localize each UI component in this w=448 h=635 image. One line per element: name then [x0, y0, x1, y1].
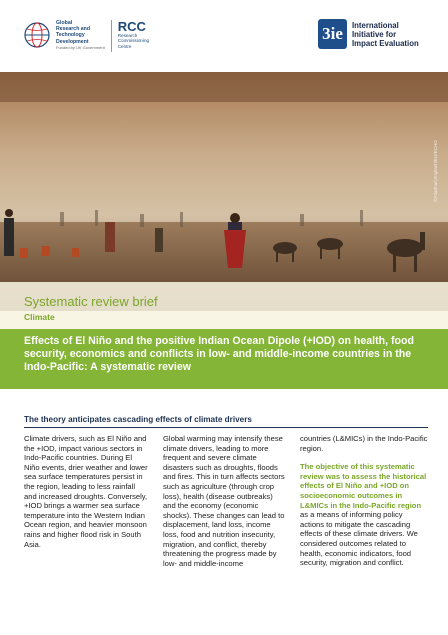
dusty-landscape-image [0, 72, 448, 311]
title-band [0, 329, 448, 389]
brief-band [0, 282, 448, 329]
3ie-logo [318, 19, 419, 49]
objective-rest: as a means of informing policy actions to mitigate the cascading effects of these climate drivers. We considered outcomes related to health, economic indicators, food security, migration and conflict. [300, 510, 418, 568]
rcc-text: RCC Research Commissioning Centre [117, 19, 150, 49]
globe-icon [22, 20, 52, 50]
3ie-mark: 3ie [318, 19, 347, 49]
3ie-text: International Initiative for Impact Evaluation [352, 20, 419, 48]
brief-topic: Climate [24, 312, 55, 322]
grtd-text: Global Research and Technology Development Funded by UK Government [56, 20, 105, 50]
grtd-rcc-logo [22, 20, 149, 52]
objective-highlight: The objective of this systematic review was to assess the historical effects of El Niño and +IOD on socioeconomic outcomes in L&MICs in the Indo-Pacific region [300, 462, 427, 510]
column-3-intro: countries (L&MICs) in the Indo-Pacific region. [300, 434, 428, 453]
logo-divider [111, 20, 112, 52]
body-column-2: Global warming may intensify these climate drivers, leading to more frequent and severe climate disasters such as droughts, floods and fires. This in turn affects sectors such as agriculture (through crop loss), health (disease outbreaks) and the economy (economic shocks). These changes can lead to displacement, land loss, income loss, food and nutrition insecurity, migration, and conflict, thereby threatening the progress made by low- and middle-income [163, 434, 285, 568]
page-title: Effects of El Niño and the positive Indian Ocean Dipole (+IOD) on health, food security, economics and conflicts in low- and middle-income countries in the Indo-Pacific: A systematic review [24, 335, 414, 373]
body-column-3 [300, 434, 428, 568]
header [0, 0, 448, 72]
cover-photo [0, 72, 448, 311]
photo-credit: ©Ariadna/Unsplash/EU/ECHO [433, 140, 438, 202]
brief-label: Systematic review brief [24, 294, 158, 309]
body-column-1: Climate drivers, such as El Niño and the +IOD, impact various sectors in Indo-Pacific countries. During El Niño events, drier weather and lower sea surface temperatures persist in the region, leading to less rainfall and increased droughts. Conversely, +IOD brings a warmer sea surface temperature into the Western Indian Ocean region, and heavier monsoon rains and higher flood risk in South Asia. [24, 434, 148, 549]
objective-paragraph [300, 462, 428, 568]
section-heading: The theory anticipates cascading effects of climate drivers [24, 415, 428, 428]
